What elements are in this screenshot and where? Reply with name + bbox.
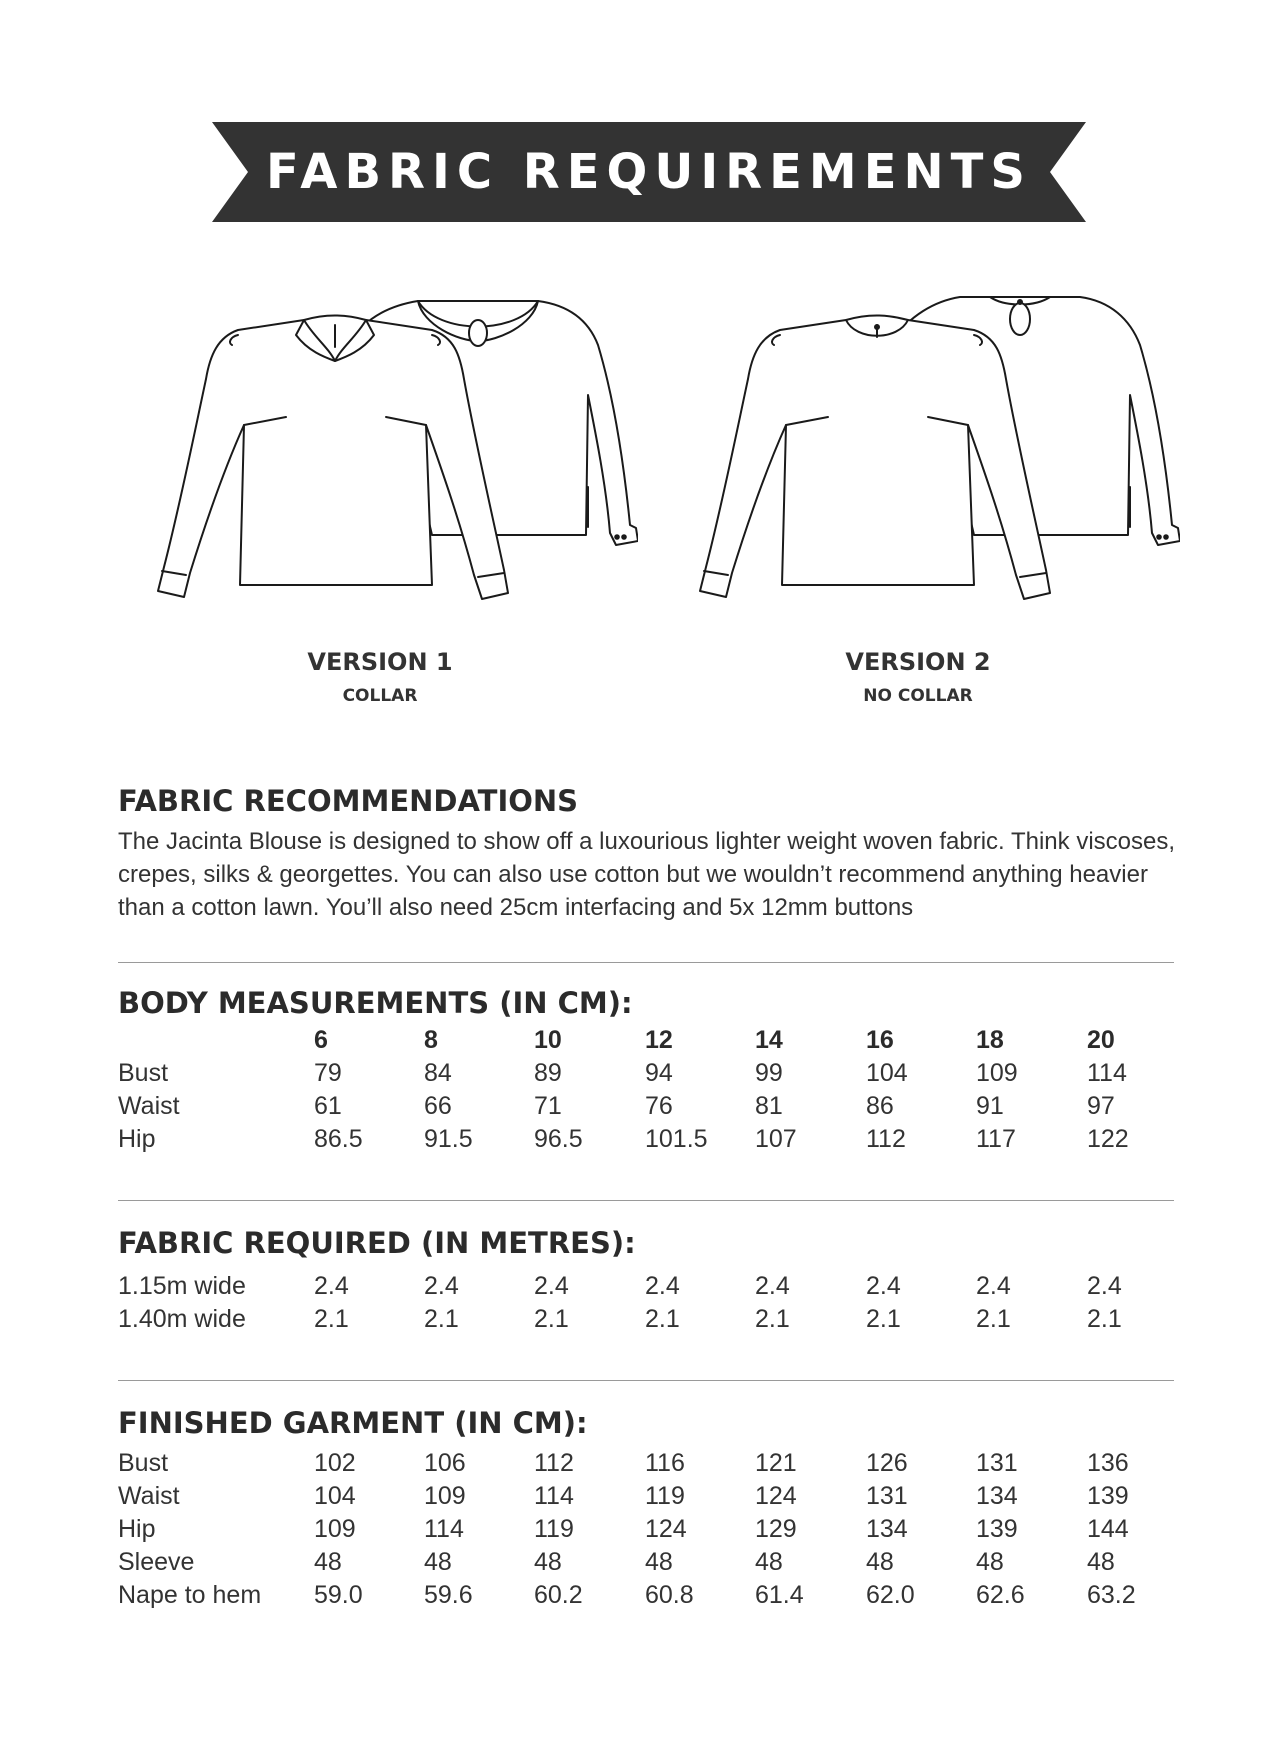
table-cell: 121 <box>755 1449 797 1477</box>
table-cell: 91 <box>976 1092 1004 1120</box>
page-title: FABRIC REQUIREMENTS <box>266 144 1032 200</box>
version-2-front-view <box>700 315 1050 599</box>
size-header: 14 <box>755 1026 783 1054</box>
table-cell: 48 <box>645 1548 673 1576</box>
table-cell: 97 <box>1087 1092 1115 1120</box>
finished-garment-heading: FINISHED GARMENT (IN CM): <box>118 1406 588 1440</box>
version-1-blouse-illustration <box>118 275 638 625</box>
table-cell: 99 <box>755 1059 783 1087</box>
section-divider <box>118 1200 1174 1201</box>
version-2-label <box>818 648 1018 706</box>
table-cell: 2.1 <box>755 1305 790 1333</box>
version-2-title: VERSION 2 <box>845 648 991 676</box>
table-cell: 2.1 <box>534 1305 569 1333</box>
table-cell: 89 <box>534 1059 562 1087</box>
table-cell: 114 <box>424 1515 464 1543</box>
table-cell: 61 <box>314 1092 342 1120</box>
table-cell: 114 <box>534 1482 574 1510</box>
row-label: Hip <box>118 1125 156 1153</box>
table-cell: 62.6 <box>976 1581 1025 1609</box>
fabric-recommendations-heading: FABRIC RECOMMENDATIONS <box>118 784 579 818</box>
table-cell: 104 <box>866 1059 908 1087</box>
row-label: 1.15m wide <box>118 1272 246 1300</box>
size-header: 16 <box>866 1026 894 1054</box>
row-label: Hip <box>118 1515 156 1543</box>
section-divider <box>118 1380 1174 1381</box>
table-cell: 48 <box>534 1548 562 1576</box>
version-2-subtitle: NO COLLAR <box>863 686 973 706</box>
table-cell: 63.2 <box>1087 1581 1136 1609</box>
table-cell: 2.4 <box>755 1272 790 1300</box>
table-cell: 139 <box>1087 1482 1129 1510</box>
table-cell: 48 <box>866 1548 894 1576</box>
table-cell: 79 <box>314 1059 342 1087</box>
table-cell: 109 <box>976 1059 1018 1087</box>
table-cell: 107 <box>755 1125 797 1153</box>
size-header: 10 <box>534 1026 562 1054</box>
table-cell: 106 <box>424 1449 466 1477</box>
row-label: Bust <box>118 1059 169 1087</box>
table-cell: 96.5 <box>534 1125 583 1153</box>
table-cell: 71 <box>534 1092 562 1120</box>
table-cell: 84 <box>424 1059 452 1087</box>
table-cell: 48 <box>1087 1548 1115 1576</box>
table-cell: 101.5 <box>645 1125 708 1153</box>
table-cell: 119 <box>534 1515 574 1543</box>
table-cell: 134 <box>866 1515 908 1543</box>
title-banner <box>212 122 1086 222</box>
row-label: Sleeve <box>118 1548 195 1576</box>
table-cell: 61.4 <box>755 1581 804 1609</box>
table-cell: 114 <box>1087 1059 1127 1087</box>
table-cell: 131 <box>976 1449 1018 1477</box>
size-header: 18 <box>976 1026 1004 1054</box>
table-cell: 129 <box>755 1515 797 1543</box>
size-header: 20 <box>1087 1026 1115 1054</box>
recommendation-line: than a cotton lawn. You’ll also need 25cm interfacing and 5x 12mm buttons <box>118 894 914 921</box>
version-2-blouse-illustration <box>660 275 1180 625</box>
table-cell: 91.5 <box>424 1125 473 1153</box>
table-cell: 62.0 <box>866 1581 915 1609</box>
table-cell: 60.8 <box>645 1581 694 1609</box>
table-cell: 109 <box>314 1515 356 1543</box>
table-cell: 124 <box>755 1482 797 1510</box>
body-measurements-heading: BODY MEASUREMENTS (IN CM): <box>118 986 633 1020</box>
table-cell: 2.1 <box>314 1305 349 1333</box>
table-cell: 126 <box>866 1449 908 1477</box>
table-cell: 60.2 <box>534 1581 583 1609</box>
table-cell: 122 <box>1087 1125 1129 1153</box>
row-label: 1.40m wide <box>118 1305 246 1333</box>
table-cell: 2.4 <box>866 1272 901 1300</box>
table-cell: 2.1 <box>866 1305 901 1333</box>
table-cell: 117 <box>976 1125 1016 1153</box>
table-cell: 119 <box>645 1482 685 1510</box>
table-cell: 2.1 <box>424 1305 459 1333</box>
fabric-required-heading: FABRIC REQUIRED (IN METRES): <box>118 1226 636 1260</box>
table-cell: 116 <box>645 1449 685 1477</box>
table-cell: 112 <box>534 1449 574 1477</box>
table-cell: 48 <box>976 1548 1004 1576</box>
table-cell: 139 <box>976 1515 1018 1543</box>
table-cell: 2.4 <box>534 1272 569 1300</box>
row-label: Bust <box>118 1449 169 1477</box>
table-cell: 124 <box>645 1515 687 1543</box>
version-1-label <box>280 648 480 706</box>
size-header: 6 <box>314 1026 328 1054</box>
table-cell: 2.4 <box>1087 1272 1122 1300</box>
table-cell: 94 <box>645 1059 673 1087</box>
table-cell: 59.6 <box>424 1581 473 1609</box>
section-divider <box>118 962 1174 963</box>
table-cell: 48 <box>755 1548 783 1576</box>
table-cell: 2.1 <box>645 1305 680 1333</box>
row-label: Waist <box>118 1482 180 1510</box>
recommendation-line: The Jacinta Blouse is designed to show off a luxourious lighter weight woven fabric. Think viscoses, <box>118 828 1176 855</box>
table-cell: 2.4 <box>645 1272 680 1300</box>
table-cell: 66 <box>424 1092 452 1120</box>
size-header: 12 <box>645 1026 673 1054</box>
table-cell: 102 <box>314 1449 356 1477</box>
table-cell: 86.5 <box>314 1125 363 1153</box>
size-header: 8 <box>424 1026 438 1054</box>
table-cell: 2.1 <box>976 1305 1011 1333</box>
table-cell: 48 <box>314 1548 342 1576</box>
table-cell: 104 <box>314 1482 356 1510</box>
table-cell: 48 <box>424 1548 452 1576</box>
row-label: Waist <box>118 1092 180 1120</box>
recommendation-line: crepes, silks & georgettes. You can also use cotton but we wouldn’t recommend anything heavier <box>118 861 1148 888</box>
version-1-title: VERSION 1 <box>307 648 453 676</box>
version-1-front-view <box>158 315 508 599</box>
table-cell: 2.4 <box>424 1272 459 1300</box>
table-cell: 59.0 <box>314 1581 363 1609</box>
table-cell: 134 <box>976 1482 1018 1510</box>
row-label: Nape to hem <box>118 1581 262 1609</box>
table-cell: 2.1 <box>1087 1305 1122 1333</box>
table-cell: 76 <box>645 1092 673 1120</box>
fabric-recommendations-text <box>118 825 1178 924</box>
table-cell: 144 <box>1087 1515 1129 1543</box>
table-cell: 86 <box>866 1092 894 1120</box>
table-cell: 109 <box>424 1482 466 1510</box>
table-cell: 131 <box>866 1482 908 1510</box>
version-1-subtitle: COLLAR <box>342 686 418 706</box>
table-cell: 136 <box>1087 1449 1129 1477</box>
table-cell: 112 <box>866 1125 906 1153</box>
table-cell: 81 <box>755 1092 783 1120</box>
table-cell: 2.4 <box>976 1272 1011 1300</box>
table-cell: 2.4 <box>314 1272 349 1300</box>
